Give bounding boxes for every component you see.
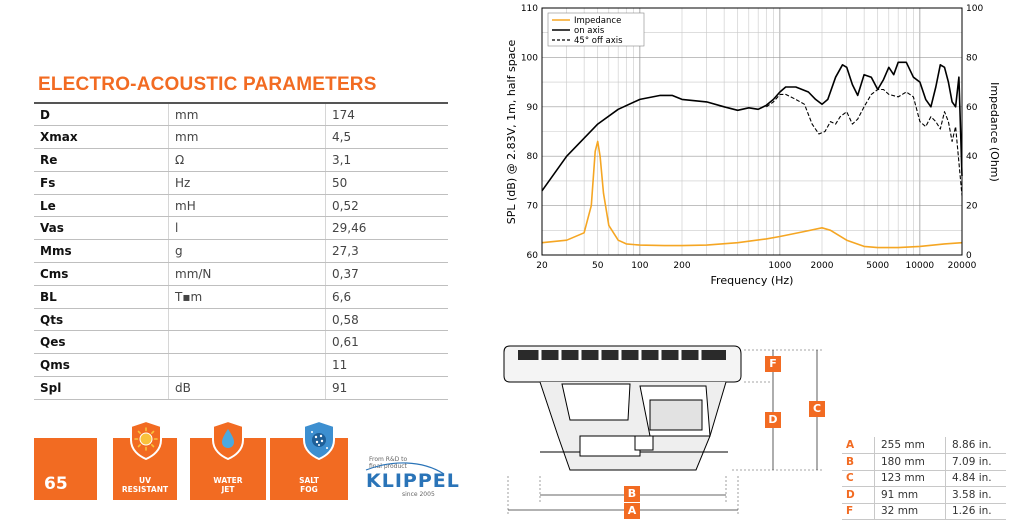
dimension-mm: 180 mm [875, 454, 946, 471]
param-name: Qts [34, 308, 169, 331]
x-tick-label: 5000 [866, 261, 890, 271]
x-tick-label: 2000 [810, 261, 834, 271]
param-unit [169, 308, 326, 331]
x-axis-label: Frequency (Hz) [710, 274, 794, 287]
klippel-name: KLIPPEL [366, 470, 460, 492]
param-unit: mm/N [169, 263, 326, 286]
dimension-row [842, 487, 1006, 504]
param-value: 0,61 [326, 331, 449, 354]
dimension-mm: 255 mm [875, 437, 946, 454]
param-value: 4,5 [326, 126, 449, 149]
x-tick-label: 100 [631, 261, 649, 271]
param-value: 0,37 [326, 263, 449, 286]
y-tick-label: 110 [520, 4, 538, 14]
dim-label-a: A [624, 503, 640, 519]
y-tick-label: 70 [526, 201, 538, 212]
ip-number: 65 [44, 474, 68, 494]
dim-label-c: C [809, 401, 825, 417]
legend-label-on-axis: on axis [574, 26, 605, 36]
dimension-row [842, 454, 1006, 471]
y-tick-label: 100 [520, 53, 538, 64]
param-row [34, 240, 448, 263]
param-unit: Ω [169, 149, 326, 172]
dimension-in: 1.26 in. [946, 503, 1007, 520]
param-row [34, 149, 448, 172]
chart-series [542, 62, 962, 247]
y2-tick-label: 0 [966, 251, 972, 261]
param-value: 29,46 [326, 217, 449, 240]
legend-label-impedance: Impedance [574, 16, 622, 26]
param-value: 50 [326, 171, 449, 194]
x-tick-label: 20000 [947, 261, 977, 271]
param-unit: T▪m [169, 285, 326, 308]
param-name: Cms [34, 263, 169, 286]
water-jet-badge [190, 438, 266, 500]
param-value: 6,6 [326, 285, 449, 308]
x-tick-label: 50 [591, 261, 604, 271]
param-name: Le [34, 194, 169, 217]
water-label: WATER JET [213, 476, 243, 494]
param-unit: mH [169, 194, 326, 217]
speaker-side-drawing [500, 340, 840, 520]
param-name: D [34, 103, 169, 126]
series-line-1 [542, 62, 962, 191]
params-table [34, 102, 448, 400]
dimension-row [842, 470, 1006, 487]
param-row [34, 103, 448, 126]
klippel-tagline: From R&D to final product [369, 456, 408, 470]
dimension-in: 8.86 in. [946, 437, 1007, 454]
salt-shield-icon [302, 420, 336, 460]
sun-shield-icon [129, 420, 163, 460]
dimension-key: D [842, 487, 875, 504]
y-axis-label: SPL (dB) @ 2.83V, 1m, half space [505, 39, 518, 225]
param-value: 11 [326, 354, 449, 377]
param-name: Spl [34, 377, 169, 400]
dimension-key: A [842, 437, 875, 454]
param-row [34, 194, 448, 217]
y2-tick-label: 100 [966, 4, 984, 14]
param-value: 0,52 [326, 194, 449, 217]
dim-label-b: B [624, 486, 640, 502]
water-drop-shield-icon [211, 420, 245, 460]
param-name: Xmax [34, 126, 169, 149]
y-tick-label: 60 [526, 251, 538, 261]
y-tick-label: 80 [526, 152, 538, 163]
param-unit: l [169, 217, 326, 240]
y2-axis-label: Impedance (Ohm) [988, 82, 1001, 182]
param-unit: mm [169, 103, 326, 126]
param-unit [169, 331, 326, 354]
param-unit: dB [169, 377, 326, 400]
dimension-row [842, 503, 1006, 520]
param-unit: Hz [169, 171, 326, 194]
param-value: 91 [326, 377, 449, 400]
param-value: 3,1 [326, 149, 449, 172]
param-name: Mms [34, 240, 169, 263]
y2-tick-label: 60 [966, 102, 978, 113]
param-row [34, 331, 448, 354]
param-name: Qms [34, 354, 169, 377]
param-row [34, 263, 448, 286]
x-tick-label: 20 [536, 261, 548, 271]
dimension-mm: 91 mm [875, 487, 946, 504]
dimension-in: 7.09 in. [946, 454, 1007, 471]
param-value: 27,3 [326, 240, 449, 263]
param-row [34, 285, 448, 308]
dimension-in: 3.58 in. [946, 487, 1007, 504]
param-unit: g [169, 240, 326, 263]
chart-legend [548, 13, 644, 46]
dimension-mm: 32 mm [875, 503, 946, 520]
x-tick-label: 10000 [905, 261, 935, 271]
dim-label-f: F [765, 356, 781, 372]
dimension-in: 4.84 in. [946, 470, 1007, 487]
dimension-row [842, 437, 1006, 454]
param-value: 0,58 [326, 308, 449, 331]
param-row [34, 377, 448, 400]
param-row [34, 126, 448, 149]
param-row [34, 217, 448, 240]
klippel-since: since 2005 [402, 491, 435, 498]
klippel-logo [362, 456, 460, 502]
uv-resistant-badge [113, 438, 177, 500]
params-title: ELECTRO-ACOUSTIC PARAMETERS [38, 74, 377, 95]
param-name: BL [34, 285, 169, 308]
param-row [34, 354, 448, 377]
y2-tick-label: 40 [966, 152, 978, 163]
dimension-key: F [842, 503, 875, 520]
param-row [34, 308, 448, 331]
salt-label: SALT FOG [299, 476, 319, 494]
dimension-key: C [842, 470, 875, 487]
y2-tick-label: 20 [966, 201, 978, 212]
param-unit: mm [169, 126, 326, 149]
dimension-mm: 123 mm [875, 470, 946, 487]
legend-label-off-axis: 45° off axis [574, 36, 623, 46]
ip-prefix: IP [54, 510, 70, 530]
dim-label-d: D [765, 412, 781, 428]
param-name: Re [34, 149, 169, 172]
param-name: Fs [34, 171, 169, 194]
uv-label: UV RESISTANT [121, 476, 169, 494]
ip65-badge [34, 438, 97, 530]
param-unit [169, 354, 326, 377]
x-tick-label: 1000 [768, 261, 792, 271]
x-tick-label: 200 [673, 261, 691, 271]
y2-tick-label: 80 [966, 53, 978, 64]
param-name: Qes [34, 331, 169, 354]
param-name: Vas [34, 217, 169, 240]
dimensions-table [842, 437, 1006, 520]
param-row [34, 171, 448, 194]
param-value: 174 [326, 103, 449, 126]
y-tick-label: 90 [526, 102, 538, 113]
salt-fog-badge [270, 438, 348, 500]
dimension-key: B [842, 454, 875, 471]
frequency-response-chart [504, 0, 1004, 292]
series-line-0 [542, 141, 962, 247]
